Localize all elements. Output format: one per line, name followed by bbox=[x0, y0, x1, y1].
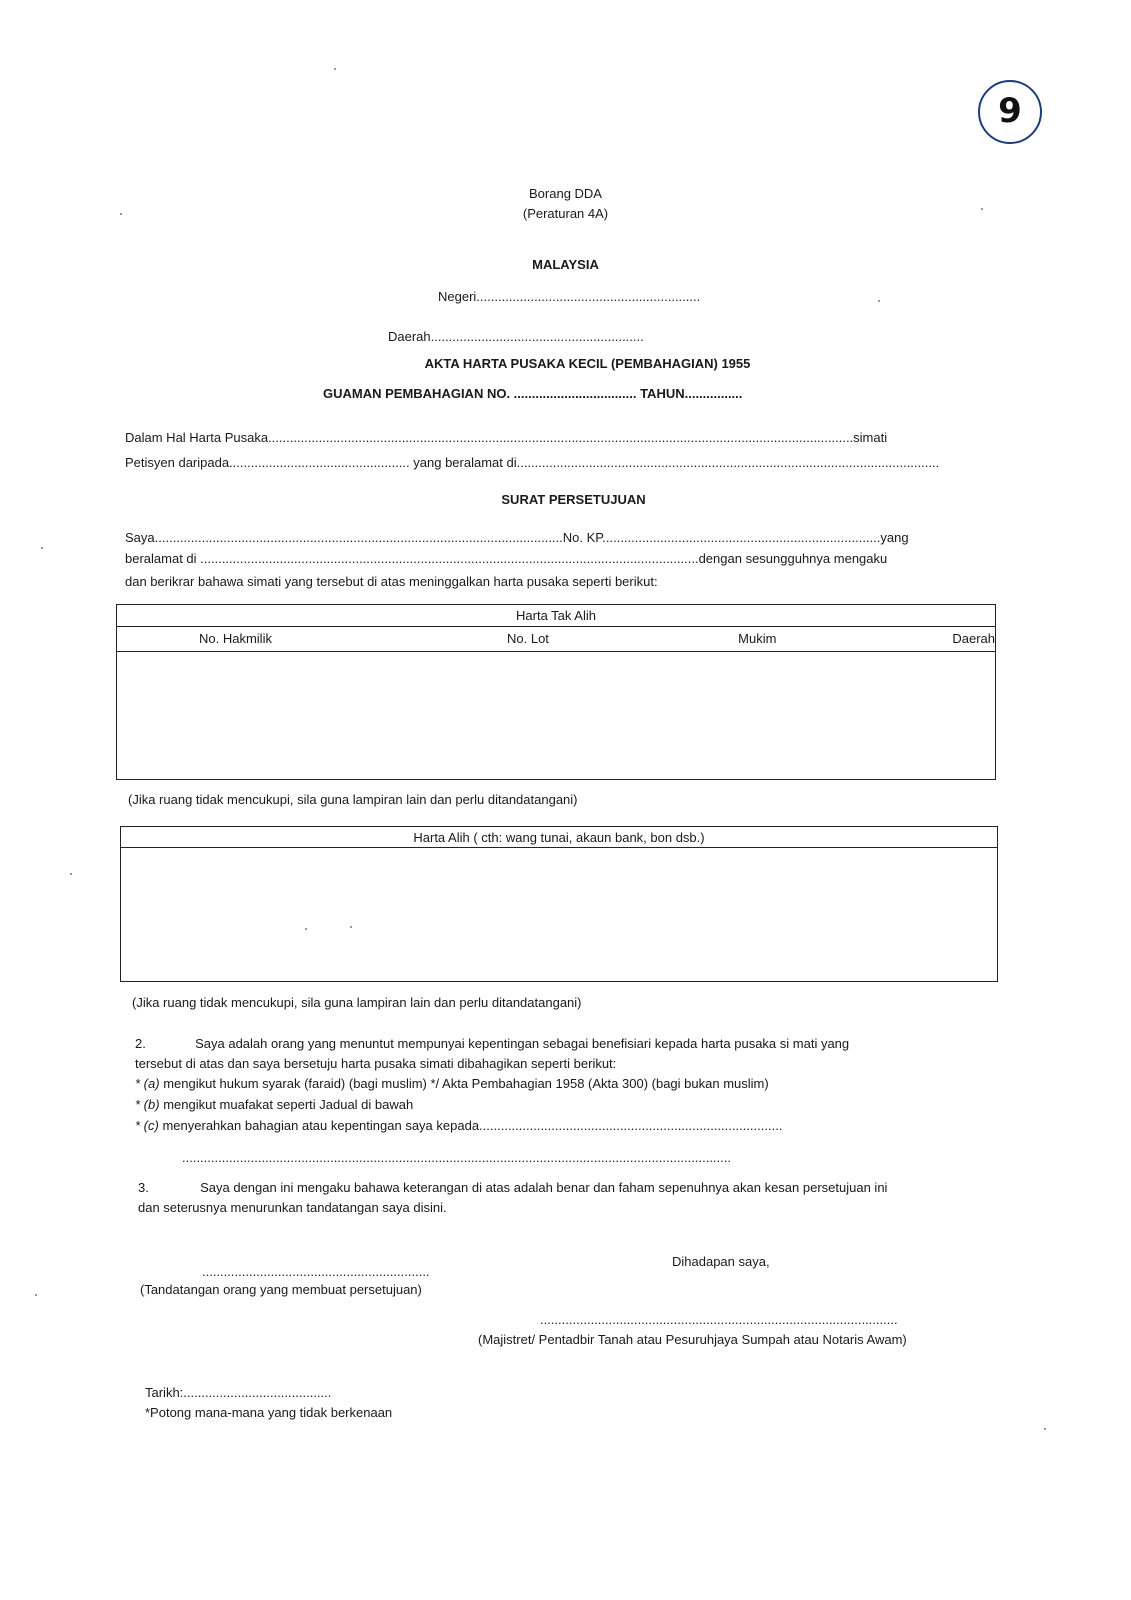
scan-speck bbox=[305, 928, 307, 930]
column-header-lot: No. Lot bbox=[437, 627, 706, 651]
date-field: Tarikh:......................................... bbox=[145, 1385, 332, 1400]
country: MALAYSIA bbox=[532, 257, 599, 272]
estate-suffix: simati bbox=[853, 430, 888, 445]
clause-2-option-a bbox=[135, 1076, 769, 1091]
signer-caption: (Tandatangan orang yang membuat persetujuan) bbox=[140, 1282, 422, 1297]
option-b-marker: * (b) bbox=[135, 1097, 160, 1112]
daerah-field: Daerah........................................................... bbox=[388, 329, 644, 344]
scan-speck bbox=[334, 68, 336, 70]
movable-property-table bbox=[120, 826, 998, 982]
movable-table-title: Harta Alih ( cth: wang tunai, akaun bank, bon dsb.) bbox=[413, 829, 705, 845]
scan-speck bbox=[35, 1294, 37, 1296]
immovable-table-title: Harta Tak Alih bbox=[516, 608, 596, 624]
scan-speck bbox=[981, 208, 983, 210]
option-a-text: mengikut hukum syarak (faraid) (bagi muslim) */ Akta Pembahagian 1958 (Akta 300) (bagi bukan muslim) bbox=[163, 1076, 769, 1091]
clause-3-number: 3. bbox=[138, 1180, 149, 1195]
clause-2-text-1: Saya adalah orang yang menuntut mempunyai kepentingan sebagai benefisiari kepada harta pusaka si mati yang bbox=[195, 1036, 850, 1051]
movable-table-note: (Jika ruang tidak mencukupi, sila guna lampiran lain dan perlu ditandatangani) bbox=[132, 995, 582, 1010]
scan-speck bbox=[120, 213, 122, 215]
immovable-property-table bbox=[116, 604, 996, 780]
scan-speck bbox=[1044, 1428, 1046, 1430]
clause-2-text-2: tersebut di atas dan saya bersetuju harta pusaka simati dibahagikan seperti berikut: bbox=[135, 1056, 617, 1071]
option-c-marker: * (c) bbox=[135, 1118, 159, 1133]
declaration-line-2: beralamat di ..........................................................................................................................................dengan sesungguhnya mengaku bbox=[125, 551, 888, 566]
clause-2 bbox=[135, 1036, 995, 1051]
scan-speck bbox=[41, 547, 43, 549]
clause-3-text-1: Saya dengan ini mengaku bahawa keterangan di atas adalah benar dan faham sepenuhnya akan kesan persetujuan ini bbox=[200, 1180, 888, 1195]
document-title: SURAT PERSETUJUAN bbox=[501, 492, 646, 507]
column-header-mukim: Mukim bbox=[706, 627, 912, 651]
clause-2-option-c bbox=[135, 1118, 782, 1133]
declaration-line-1: Saya.................................................................................................................No. KP.............................................................................yang bbox=[125, 530, 909, 545]
declaration-line-3: dan berikrar bahawa simati yang tersebut di atas meninggalkan harta pusaka seperti berikut: bbox=[125, 574, 658, 589]
estate-prefix: Dalam Hal Harta Pusaka.................................................................................................................................................................. bbox=[125, 430, 854, 445]
witness-caption: (Majistret/ Pentadbir Tanah atau Pesuruhjaya Sumpah atau Notaris Awam) bbox=[478, 1332, 907, 1347]
clause-2-option-b bbox=[135, 1097, 413, 1112]
immovable-table-body bbox=[117, 651, 996, 779]
petition-line: Petisyen daripada.................................................. yang beralamat di..................................................................................................................... bbox=[125, 455, 940, 470]
movable-table-body bbox=[121, 848, 998, 982]
scan-speck bbox=[878, 300, 880, 302]
act-title: AKTA HARTA PUSAKA KECIL (PEMBAHAGIAN) 1955 bbox=[424, 356, 751, 371]
regulation: (Peraturan 4A) bbox=[522, 206, 609, 221]
column-header-daerah: Daerah bbox=[912, 627, 995, 651]
signer-signature-line: ............................................................... bbox=[202, 1264, 430, 1279]
witness-signature-line: ................................................................................................... bbox=[540, 1312, 898, 1327]
negeri-field: Negeri.............................................................. bbox=[438, 289, 701, 304]
clause-2-number: 2. bbox=[135, 1036, 146, 1051]
estate-line bbox=[125, 430, 887, 445]
clause-3 bbox=[138, 1180, 887, 1195]
clause-3-text-2: dan seterusnya menurunkan tandatangan saya disini. bbox=[138, 1200, 447, 1215]
immovable-table-note: (Jika ruang tidak mencukupi, sila guna lampiran lain dan perlu ditandatangani) bbox=[128, 792, 578, 807]
page-number-circle: 9 bbox=[978, 80, 1042, 144]
clause-2-extra-line: ........................................................................................................................................................ bbox=[182, 1150, 731, 1165]
option-b-text: mengikut muafakat seperti Jadual di bawah bbox=[163, 1097, 414, 1112]
column-header-hakmilik: No. Hakmilik bbox=[117, 627, 438, 651]
scan-speck bbox=[350, 926, 352, 928]
option-a-marker: * (a) bbox=[135, 1076, 160, 1091]
form-name: Borang DDA bbox=[529, 186, 602, 201]
case-number: GUAMAN PEMBAHAGIAN NO. .................................. TAHUN................ bbox=[323, 386, 743, 401]
footnote: *Potong mana-mana yang tidak berkenaan bbox=[145, 1405, 393, 1420]
option-c-text: menyerahkan bahagian atau kepentingan saya kepada.................................................................................... bbox=[162, 1118, 783, 1133]
witness-heading: Dihadapan saya, bbox=[672, 1254, 770, 1269]
scan-speck bbox=[70, 873, 72, 875]
